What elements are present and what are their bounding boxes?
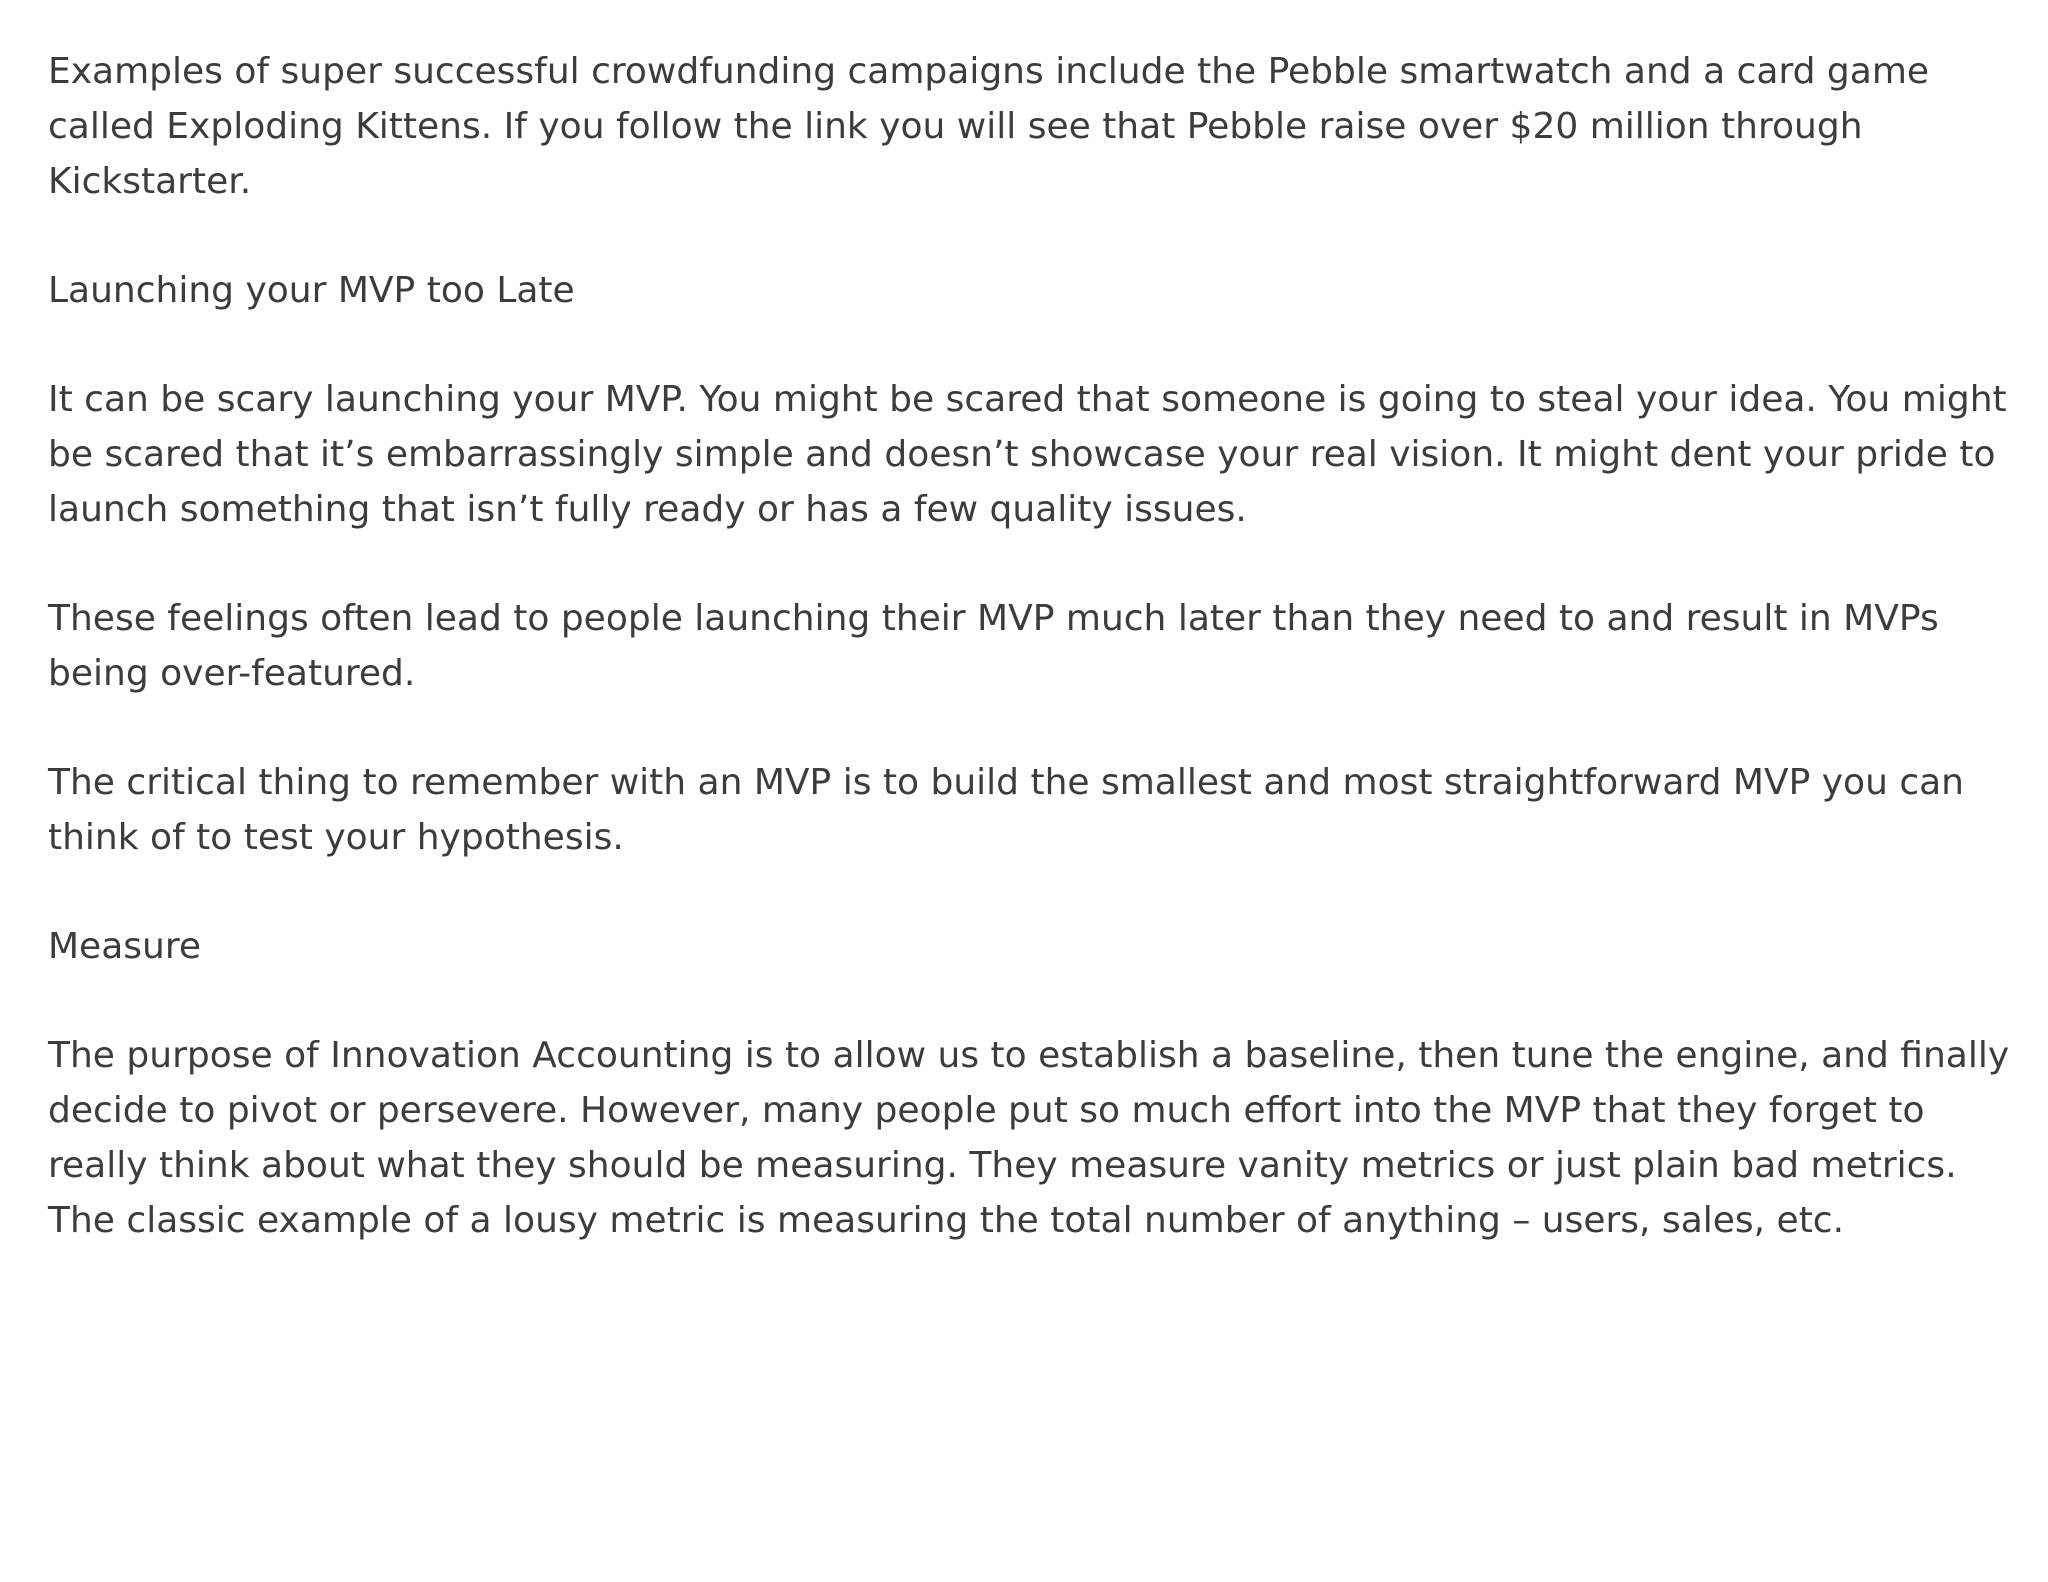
text-line: Examples of super successful crowdfunding campaigns include the Pebble smartwatch and a card game: [48, 51, 1930, 92]
paragraph-critical-thing: [48, 755, 2008, 865]
text-line: These feelings often lead to people launching their MVP much later than they need to and result in MVPs: [48, 598, 1939, 639]
text-line: It can be scary launching your MVP. You might be scared that someone is going to steal your idea. You might: [48, 379, 2007, 420]
heading-text: Measure: [48, 926, 201, 967]
text-line: decide to pivot or persevere. However, many people put so much effort into the MVP that they forget to: [48, 1090, 1925, 1131]
heading-text: Launching your MVP too Late: [48, 270, 575, 311]
text-line: The critical thing to remember with an MVP is to build the smallest and most straightforward MVP you can: [48, 762, 1964, 803]
paragraph-feelings: [48, 591, 2008, 701]
section-heading-launching-late: [48, 263, 2008, 318]
text-line: being over-featured.: [48, 653, 416, 694]
text-line: The classic example of a lousy metric is measuring the total number of anything – users, sales, etc.: [48, 1200, 1845, 1241]
text-line: think of to test your hypothesis.: [48, 817, 624, 858]
paragraph-scary-launch: [48, 372, 2008, 537]
paragraph-innovation-accounting: [48, 1028, 2008, 1248]
text-line: The purpose of Innovation Accounting is to allow us to establish a baseline, then tune the engine, and finally: [48, 1035, 2010, 1076]
paragraph-crowdfunding-examples: [48, 44, 2008, 209]
text-line: really think about what they should be measuring. They measure vanity metrics or just plain bad metrics.: [48, 1145, 1957, 1186]
document-body: [48, 44, 2008, 1302]
text-line: called Exploding Kittens. If you follow the link you will see that Pebble raise over $20 million through: [48, 106, 1863, 147]
text-line: be scared that it’s embarrassingly simple and doesn’t showcase your real vision. It might dent your pride to: [48, 434, 1996, 475]
section-heading-measure: [48, 919, 2008, 974]
text-line: launch something that isn’t fully ready or has a few quality issues.: [48, 489, 1247, 530]
text-line: Kickstarter.: [48, 161, 252, 202]
